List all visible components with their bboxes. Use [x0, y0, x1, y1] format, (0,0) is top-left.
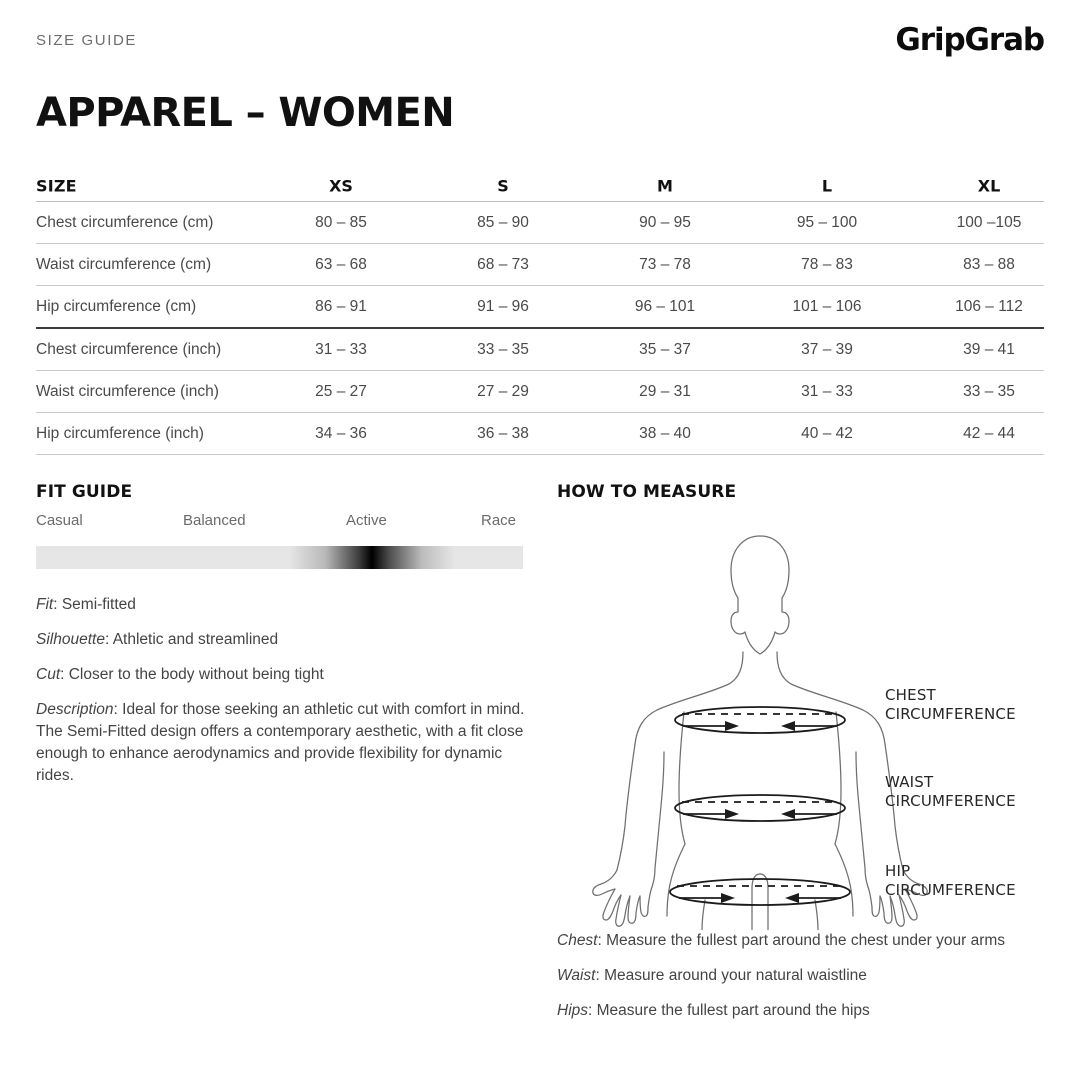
row-value-s: 91 – 96 — [477, 297, 529, 315]
fit-label-active: Active — [346, 512, 387, 529]
fit-label-balanced: Balanced — [183, 512, 246, 529]
gripgrab-logo: GripGrab — [895, 22, 1044, 58]
measurement-diagram — [557, 500, 1057, 930]
instruction-waist — [557, 965, 1027, 987]
waist-label-line2: CIRCUMFERENCE — [885, 792, 1016, 811]
fit-detail-text: : Athletic and streamlined — [104, 631, 279, 648]
instruction-hips — [557, 1000, 1027, 1022]
fit-scale-marker — [289, 546, 455, 569]
eyebrow-label: SIZE GUIDE — [36, 32, 138, 49]
row-value-s: 36 – 38 — [477, 424, 529, 442]
fit-scale-labels — [36, 512, 526, 534]
fit-detail-silhouette — [36, 629, 536, 651]
fit-guide-heading: FIT GUIDE — [36, 482, 133, 502]
row-value-m: 29 – 31 — [639, 382, 691, 400]
table-row — [36, 371, 1044, 413]
fit-detail-cut — [36, 664, 536, 686]
row-value-xl: 83 – 88 — [963, 255, 1015, 273]
row-label: Waist circumference (inch) — [36, 382, 219, 400]
row-value-l: 101 – 106 — [792, 297, 862, 315]
how-to-measure-heading: HOW TO MEASURE — [557, 482, 737, 502]
row-value-l: 95 – 100 — [796, 213, 858, 231]
instruction-text: : Measure around your natural waistline — [595, 967, 867, 984]
row-label: Chest circumference (cm) — [36, 213, 214, 231]
hip-label-line1: HIP — [885, 862, 911, 880]
column-header-xs: XS — [329, 176, 353, 195]
row-value-m: 90 – 95 — [639, 213, 691, 231]
row-value-s: 85 – 90 — [477, 213, 529, 231]
row-label: Waist circumference (cm) — [36, 255, 212, 273]
row-value-s: 27 – 29 — [477, 382, 529, 400]
measure-instructions-block — [557, 930, 1027, 1022]
waist-label-line1: WAIST — [885, 773, 934, 791]
fit-detail-term: Silhouette — [36, 631, 105, 648]
fit-detail-fit — [36, 594, 536, 616]
row-value-xl: 33 – 35 — [963, 382, 1015, 400]
waist-circumference-label — [885, 773, 1016, 811]
instruction-chest — [557, 930, 1027, 952]
fit-label-casual: Casual — [36, 512, 83, 529]
instruction-term: Chest — [557, 932, 598, 949]
row-value-xl: 100 –105 — [956, 213, 1022, 231]
instruction-text: : Measure the fullest part around the chest under your arms — [597, 932, 1006, 949]
chest-measure-ring — [675, 707, 845, 733]
column-header-xl: XL — [977, 176, 1001, 195]
row-value-xs: 80 – 85 — [315, 213, 367, 231]
fit-label-race: Race — [481, 512, 517, 529]
fit-detail-description — [36, 699, 536, 787]
row-value-l: 78 – 83 — [801, 255, 853, 273]
row-value-xl: 106 – 112 — [955, 297, 1023, 315]
fit-guide-section — [36, 482, 526, 569]
table-header-row — [36, 170, 1044, 202]
fit-detail-text: : Semi-fitted — [53, 596, 136, 613]
instruction-term: Waist — [557, 967, 596, 984]
row-value-s: 68 – 73 — [477, 255, 529, 273]
row-value-xs: 63 – 68 — [315, 255, 367, 273]
fit-detail-text: : Ideal for those seeking an athletic cut with comfort in mind. The Semi-Fitted design offers a contemporary aesthetic, with a fit close enough to enhance aerodynamics and provide flexibility for dynamic rides. — [36, 701, 525, 784]
table-row — [36, 286, 1044, 329]
row-value-xs: 86 – 91 — [315, 297, 367, 315]
row-value-l: 40 – 42 — [801, 424, 853, 442]
chest-label-line1: CHEST — [885, 686, 936, 704]
row-value-m: 73 – 78 — [639, 255, 691, 273]
fit-detail-term: Description — [36, 701, 114, 718]
fit-detail-term: Cut — [36, 666, 61, 683]
row-value-xl: 42 – 44 — [963, 424, 1015, 442]
table-row — [36, 413, 1044, 455]
table-row — [36, 244, 1044, 286]
column-header-l: L — [821, 176, 833, 195]
row-value-xl: 39 – 41 — [963, 340, 1015, 358]
column-header-m: M — [657, 176, 673, 195]
fit-scale-bar — [36, 546, 523, 569]
row-value-s: 33 – 35 — [477, 340, 529, 358]
page-header — [36, 22, 1044, 64]
row-label: Hip circumference (inch) — [36, 424, 204, 442]
hip-label-line2: CIRCUMFERENCE — [885, 881, 1016, 900]
chest-circumference-label — [885, 686, 1016, 724]
hip-measure-ring — [670, 879, 850, 905]
instruction-text: : Measure the fullest part around the hips — [588, 1002, 870, 1019]
row-value-xs: 34 – 36 — [315, 424, 367, 442]
waist-measure-ring — [675, 795, 845, 821]
fit-description-block — [36, 594, 536, 787]
hip-circumference-label — [885, 862, 1016, 900]
row-label: Hip circumference (cm) — [36, 297, 197, 315]
table-row — [36, 202, 1044, 244]
row-label: Chest circumference (inch) — [36, 340, 222, 358]
row-value-m: 96 – 101 — [634, 297, 696, 315]
row-value-m: 35 – 37 — [639, 340, 691, 358]
row-value-xs: 25 – 27 — [315, 382, 367, 400]
size-table — [36, 170, 1044, 455]
instruction-term: Hips — [557, 1002, 589, 1019]
column-header-s: S — [497, 176, 509, 195]
row-value-xs: 31 – 33 — [315, 340, 367, 358]
row-value-m: 38 – 40 — [639, 424, 691, 442]
column-header-size: SIZE — [36, 176, 77, 195]
chest-label-line2: CIRCUMFERENCE — [885, 705, 1016, 724]
fit-detail-term: Fit — [36, 596, 54, 613]
page-title: APPAREL – WOMEN — [36, 90, 455, 136]
row-value-l: 37 – 39 — [801, 340, 853, 358]
row-value-l: 31 – 33 — [801, 382, 853, 400]
fit-detail-text: : Closer to the body without being tight — [60, 666, 324, 683]
table-row — [36, 329, 1044, 371]
